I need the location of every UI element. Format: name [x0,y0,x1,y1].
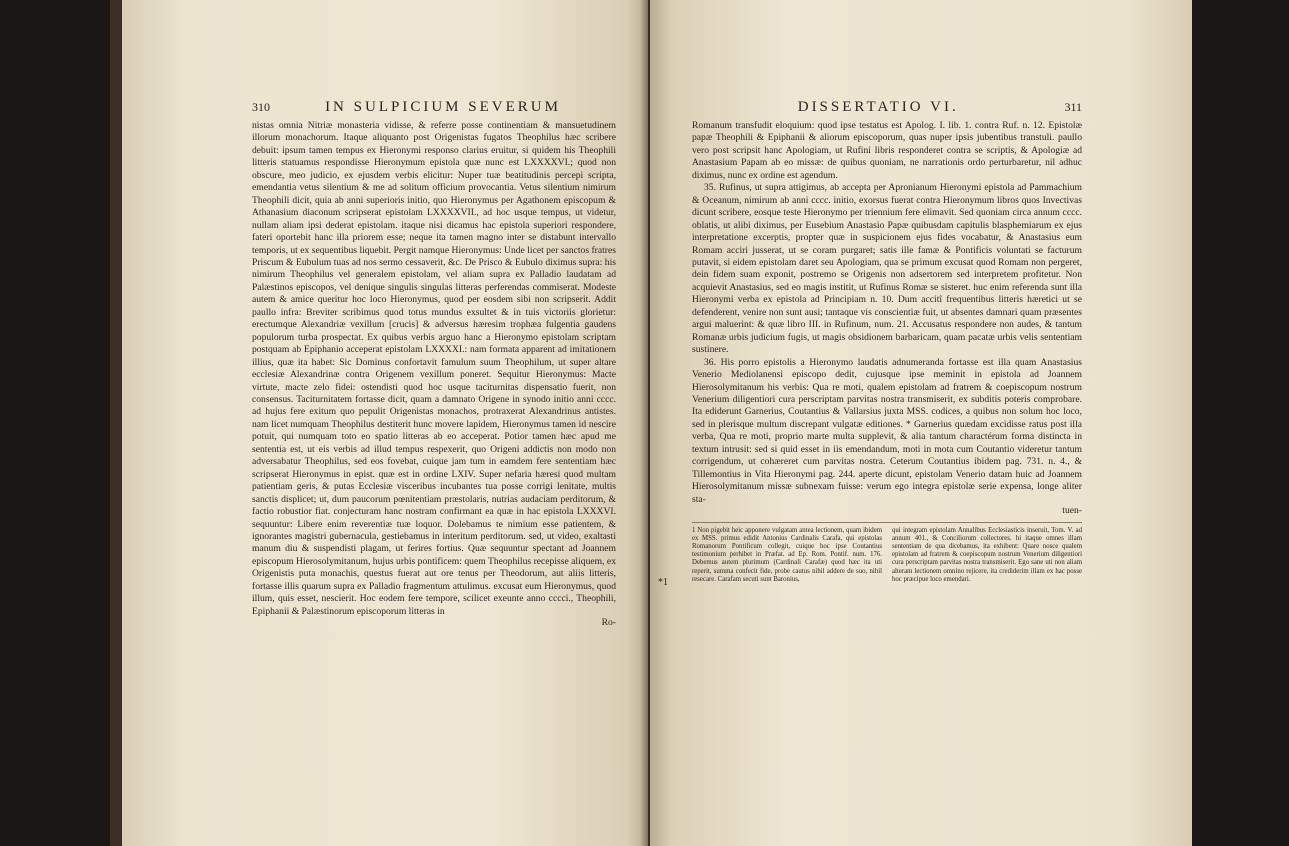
footnote-column: qui integram epistolam Annalibus Ecclesiasticis inseruit, Tom. V. ad annum 401., & Conciliorum collectores. hi itaque omnes illam sententiam de qua dicebamus, ita exhibent: Quare nosce qualem epistolam ad fratrem & coepiscopum nostrum Venerium diligentiori cura perscriptam parvitas nostra transmiserit. Ego sane uti non aliam alteram lectionem omnino rejicere, ita crediderim illam ex hac posse hoc præcipue loco emendari. [892,527,1082,583]
right-folio: 311 [1064,100,1082,114]
right-paragraph: Romanum transfudit eloquium: quod ipse testatus est Apolog. I. lib. 1. contra Ruf. n. 12. Epistolæ papæ Theophili & Epiphanii & aliorum episcoporum, quas nuper ipsis jubentibus transtuli. paullo vero post scripsit hanc Apologiam, ut Rufini libris responderet contra se scriptis, & Apologiæ ad Anastasium Papam ab eo missæ: de quibus quoniam, ne narrationis ordo perturbaretur, nil adhuc diximus, nunc ex ordine est agendum. [692,120,1082,181]
footnote-column: 1 Non pigebit heic apponere vulgatam antea lectionem, quam ibidem ex MSS. primus edidit Antonius Cardinalis Carafa, qui epistolas Romanorum Pontificum collegit, cuique hoc ipse Coutantius testimonium perhibet in Præfat. ad Ep. Rom. Pontif. num. 176. Debemus autem plurimum (Cardinali Carafæ) quod hæc ita uti reperit, summa confecit fide, probe cautus nihil addere de suo, nihil resecare. Carafam secuti sunt Baronius, [692,527,882,583]
right-page [650,0,1192,846]
left-paragraph: nistas omnia Nitriæ monasteria vidisse, & referre posse continentiam & mansuetudinem illorum monachorum. Itaque aliquanto post Origenistas fugatos Theophilus hæc scribere debuit: ipsum tamen tempus ex Hieronymi responso clarius eruitur, si quidem his Theophili litteris statuamus respondisse Hieronymum epistola quæ nunc est LXXXXVI.; quod non obscure, meo judicio, ex ejusdem verbis elicitur: Nuper tuæ beatitudinis percepi scripta, emendantia vetus silentium & me ad solitum officium provocantia. Vetus silentium nimirum Theophili dicit, quia ab anni superioris initio, quo Hieronymus per Agathonem episcopum & Athanasium diaconum scripserat epistolam LXXXXVII., ad hoc usque tempus, ut videtur, nullam aliam ipsi dederat epistolam. itaque nisi dicamus hac epistola superiori respondere, fateri oportebit hanc illa priorem esse; neque ita tamen magno inter se distabunt intervallo temporis, ut ex sequentibus liquebit. Pergit namque Hieronymus: Unde licet per sanctos fratres Priscum & Eubulum tuas ad nos sermo cessaverit, &c. De Prisco & Eubulo diximus supra: his nimirum Theophilus vel generalem epistolam, vel aliam supra ex Palladio laudatam ad Palæstinos episcopos, vel denique singulis singulas litteras perferendas commiserat. Modeste autem & amice queritur hoc loco Hieronymus, quod per eosdem sibi non scripserit. Addit paullo infra: Breviter scribimus quod totus mundus exsultet & in tuis victoriis glorietur: erectumque Alexandriæ vexillum [crucis] & adversus hæresim trophæa fulgentia gaudens populorum turba prospectat. Ex quibus verbis arguo hanc a Hieronymo epistolam scriptam postquam ab Epiphanio acceperat epistolam LXXXXI.: nam formata apparent ad imitationem illius, quæ ita habet: Sic Dominus confortavit famulum suum Theophilum, ut super altare ecclesiæ Alexandrinæ contra Origenem vexillum poneret. Sequitur Hieronymus: Macte virtute, macte zelo fidei: ostendisti quod hoc usque taciturnitas dispensatio fuerit, non consensus. Taciturnitatem fortasse dicit, quam a damnato Origene in synodo initio anni cccc. ad hujus fere exitum quo pepulit Origenistas monachos, protraxerat Alexandrinus antistes. nam licet numquam Theophilus destiterit hunc movere lapidem, Hieronymus tamen id nescire potuit, qui numquam toto eo spatio litteras ab eo acceperat. Potior tamen hæc apud me sententia est, ut eis verbis ad illud tempus respexerit, quo Origeni addictis non modo non adversabatur Theophilus, sed eos fovebat, cuique jam tum in eamdem fere sententiam hæc scripserat Hieronymus in epist. quæ est in ordine LXIV. Super nefaria hæresi quod multam patientiam geris, & putas Ecclesiæ visceribus incubantes tua posse corrigi lenitate, multis sanctis displicet; ut, dum paucorum pœnitentiam præstolaris, nutrias audaciam perditorum, & factio robustior fiat. conjecturam hanc nostram confirmant ea quæ in hac epistola LXXXVI. sequuntur: Libere enim reverentiæ tuæ loquor. Dolebamus te nimium esse patientem, & ignorantes magistri gubernacula, gestiebamus in interitum perditorum. sed, ut video, exaltasti manum diu & suspendisti plagam, ut ferires fortius. Quæ sequuntur spectant ad Joannem episcopum Hierosolymitanum, hujus urbis pontificem: quem Theophilus recepisse aliquem, ex Origenistis puta monachis, questus fuerat aut ore tenus per Theodorum, aut aliis litteris, fortasse illis quarum supra ex Palladio fragmentum attulimus. excusat eum Hieronymus, quod illum, quis esset, nescierit. Hoc eodem fere tempore, scilicet exeunte anno cccci., Theophili, Epiphanii & Palæstinorum episcoporum litteras in [252,120,616,617]
margin-note-marker: *1 [658,577,668,588]
left-running-title: IN SULPICIUM SEVERUM [325,99,561,115]
right-running-title: DISSERTATIO VI. [797,99,959,115]
right-body-text [692,120,1082,506]
left-folio: 310 [252,100,270,114]
right-catchword: tuen- [1062,505,1082,517]
left-body-text [252,120,616,618]
left-catchword: Ro- [601,617,616,629]
right-paragraph: 36. His porro epistolis a Hieronymo laudatis adnumeranda fortasse est illa quam Anastasius Venerio Mediolanensi episcopo dedit, cujusque ipse meminit in epistola ad Joannem Hierosolymitanum his verbis: Qua re moti, qualem epistolam ad fratrem & coepiscopum nostrum Venerium diligentiori cura perscriptam parvitas nostra transmiserit, ex subditis poteris comprobare. Ita ediderunt Garnerius, Coutantius & Vallarsius juxta MSS. codices, a quibus non solum hoc loco, sed in plerisque multum discrepant vulgatæ editiones. * Garnerius quædam excidisse ratus post illa verba, Qua re moti, proprio marte multa supplevit, & alia tantum charactérum forma distincta in textum intrusit: sed si quid esset in iis emendandum, moti in mota cum Coutantio videretur tantum corrigendum, ut cohæreret cum parvitas nostra. Ceterum Coutantius ibidem pag. 731. n. 4., & Tillemontius in Vita Hieronymi pag. 244. aperte dicunt, epistolam Venerio datam huic ad Joannem Hierosolymitanum missæ subnexam fuisse: verum ego integra epistolæ serie expensa, longe aliter sta- [692,356,1082,505]
right-running-head [692,99,1082,116]
left-page [122,0,648,846]
right-paragraph: 35. Rufinus, ut supra attigimus, ab accepta per Apronianum Hieronymi epistola ad Pammachium & Oceanum, nimirum ab anni cccc. initio, exorsus fuerat contra Hieronymum libros quos Invectivas dicunt scribere, eosque teste Hieronymo per triennium fere elimavit. Sed quoniam circa annum cccc. oblatis, ut alibi diximus, per Eusebium Anastasio Papæ quibusdam capitulis blasphemiarum ex ejus interpretatione excerptis, propter quæ in suspicionem ejus fides vocabatur, & Anastasius eum Romam acciri jusserat, ut se coram purgaret; satis ille famæ & Pontificis voluntati se facturum putavit, si eidem epistolam daret seu Apologiam, qua se primum excusat quod Romam non pergeret, dein fidem suam exponit, postremo se Origenis non adsertorem sed interpretem profitetur. Non acquievit Anastasius, sed eo magis institit, ut Rufinus Romæ se sisteret. huc enim referenda sunt illa Hieronymi verba ex epistola ad Principiam n. 10. Dum accitî frequentibus litteris hæretici ut se defenderent, venire non sunt ausi; tantaque vis conscientiæ fuit, ut absentes damnari quam præsentes argui maluerint: & quæ libro III. in Rufinum, num. 21. Accusatus respondere non audes, & tantum Romanæ urbis judicium fugis, ut magis obsidionem barbaricam, quam pacatæ urbis velis sententiam sustinere. [692,182,1082,356]
left-running-head [252,99,616,116]
footnotes [692,522,1082,584]
